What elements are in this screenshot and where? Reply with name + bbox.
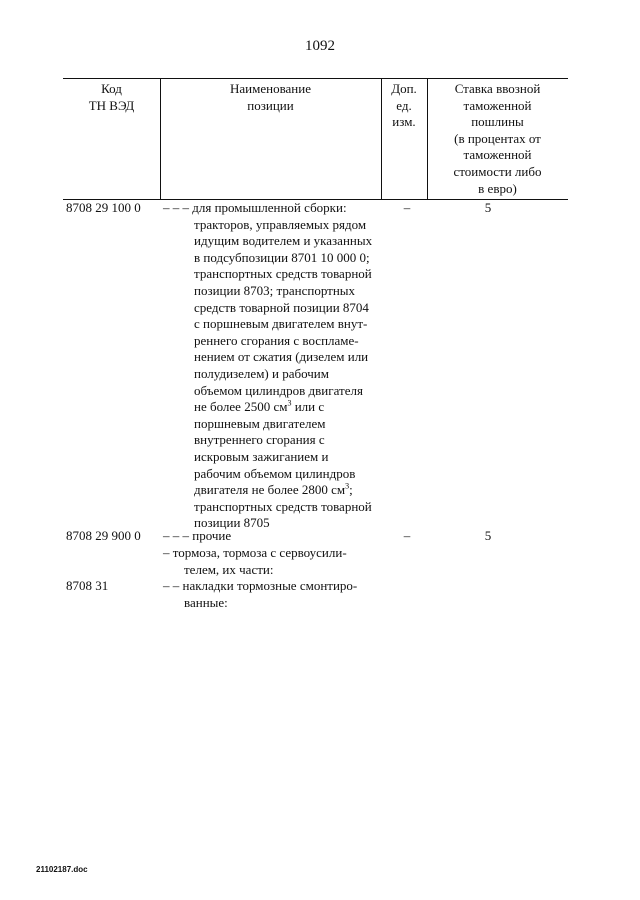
table-header: [63, 78, 568, 200]
tariff-code: 8708 29 900 0: [66, 528, 141, 543]
header-unit: Доп. ед. изм.: [391, 81, 417, 130]
duty-rate: 5: [484, 528, 492, 543]
header-rate: Ставка ввозной таможенной пошлины (в процентах от таможенной стоимости либо в евро): [453, 81, 542, 196]
document-filename: 21102187.doc: [36, 865, 88, 874]
tariff-code: 8708 29 100 0: [66, 200, 141, 215]
position-description: – – накладки тормозные смонтиро- ванные:: [163, 578, 358, 610]
unit-dash: –: [403, 528, 411, 543]
page-number: 1092: [305, 38, 335, 54]
tariff-code: 8708 31: [66, 578, 109, 593]
position-description: – – – прочие: [163, 528, 232, 543]
position-description: – тормоза, тормоза с сервоусили- телем, их части:: [163, 545, 347, 577]
header-code: Код ТН ВЭД: [88, 81, 135, 113]
header-name: Наименование позиции: [230, 81, 311, 113]
position-description: – – – для промышленной сборки: тракторов, управляемых рядом идущим водителем и указанных в подсубпозиции 8701 10 000 0; транспортных средств товарной позиции 8703; транспортных средств товарной позиции 8704 с поршневым двигателем внут- реннего сгорания с воспламе- нением от сжатия (дизелем или полудизелем) и рабочим объемом цилиндров двигателя не более 2500 $см^3$ или с поршневым двигателем внутреннего сгорания с искровым зажиганием и рабочим объемом цилиндров двигателя не более 2800 $см^3$; транспортных средств товарной позиции 8705: [163, 200, 373, 531]
unit-dash: –: [403, 200, 411, 215]
duty-rate: 5: [484, 200, 492, 215]
